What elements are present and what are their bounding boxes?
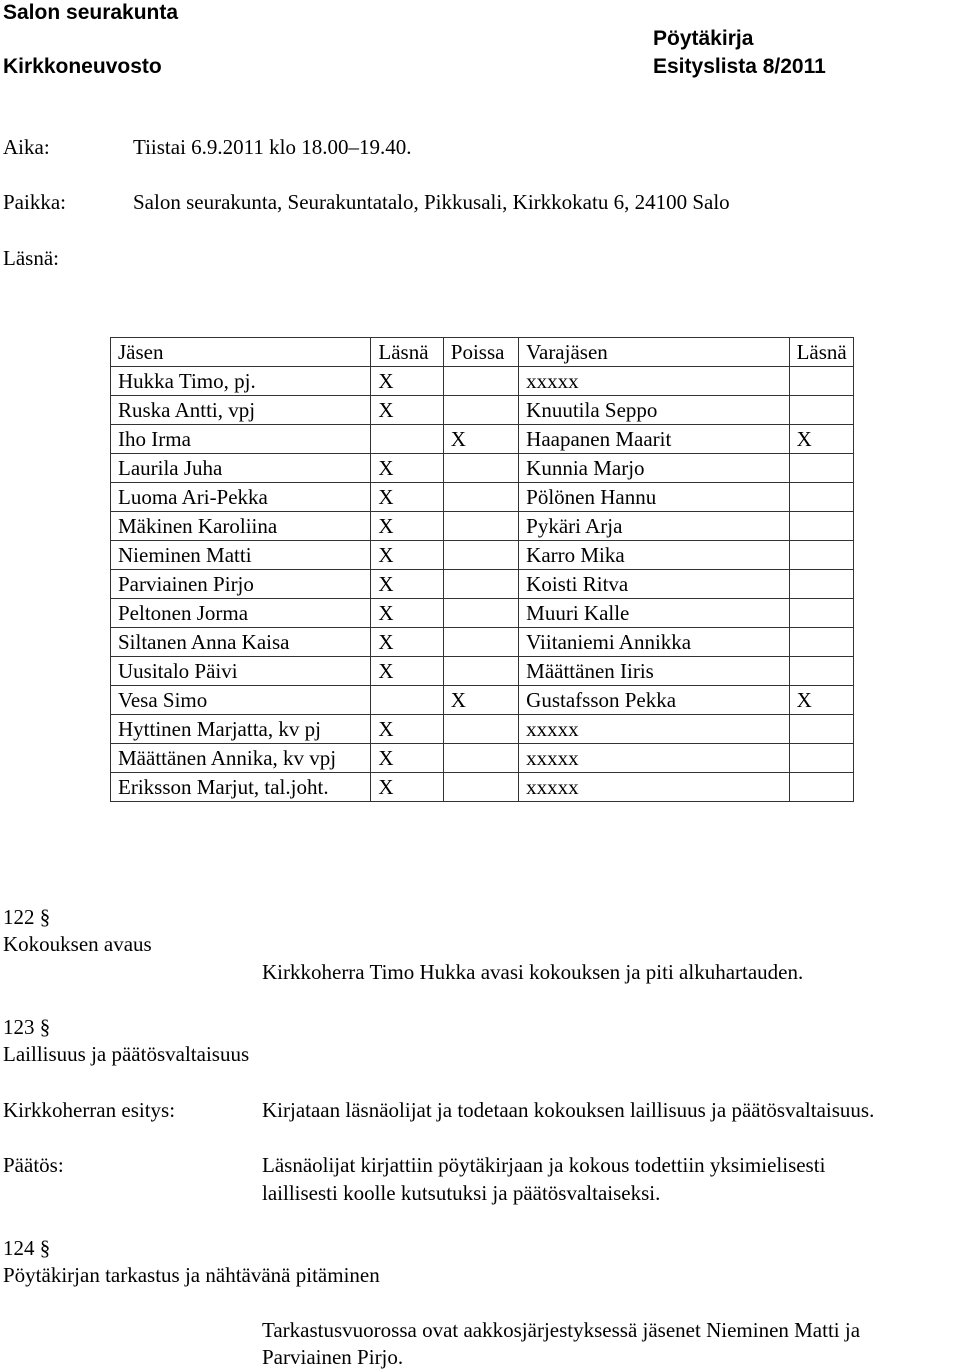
absent-mark — [443, 367, 518, 396]
absent-mark — [443, 483, 518, 512]
member-name: Laurila Juha — [111, 454, 371, 483]
absent-mark — [443, 773, 518, 802]
substitute-name: Karro Mika — [519, 541, 789, 570]
table-row — [111, 367, 854, 396]
present-mark: X — [371, 773, 443, 802]
member-name: Uusitalo Päivi — [111, 657, 371, 686]
table-row — [111, 773, 854, 802]
document-type: Pöytäkirja — [653, 27, 754, 50]
substitute-present-mark — [789, 773, 853, 802]
proposal-label: Kirkkoherran esitys: — [3, 1098, 176, 1122]
attendance-table — [110, 337, 854, 802]
header-substitute: Varajäsen — [519, 338, 789, 367]
table-row — [111, 425, 854, 454]
absent-mark — [443, 715, 518, 744]
member-name: Peltonen Jorma — [111, 599, 371, 628]
absent-mark — [443, 570, 518, 599]
header-substitute-present: Läsnä — [789, 338, 853, 367]
header-member: Jäsen — [111, 338, 371, 367]
substitute-name: Haapanen Maarit — [519, 425, 789, 454]
section-123-number: 123 § — [3, 1015, 51, 1039]
member-name: Vesa Simo — [111, 686, 371, 715]
member-name: Ruska Antti, vpj — [111, 396, 371, 425]
substitute-name: Pykäri Arja — [519, 512, 789, 541]
present-mark: X — [371, 454, 443, 483]
present-mark: X — [371, 512, 443, 541]
present-mark: X — [371, 628, 443, 657]
table-row — [111, 715, 854, 744]
substitute-name: Knuutila Seppo — [519, 396, 789, 425]
member-name: Määttänen Annika, kv vpj — [111, 744, 371, 773]
substitute-name: xxxxx — [519, 773, 789, 802]
header-present: Läsnä — [371, 338, 443, 367]
absent-mark — [443, 541, 518, 570]
member-name: Nieminen Matti — [111, 541, 371, 570]
present-mark: X — [371, 541, 443, 570]
absent-mark — [443, 454, 518, 483]
absent-mark: X — [443, 686, 518, 715]
absent-mark — [443, 744, 518, 773]
substitute-name: Kunnia Marjo — [519, 454, 789, 483]
substitute-name: Viitaniemi Annikka — [519, 628, 789, 657]
section-122-title: Kokouksen avaus — [3, 932, 152, 956]
member-name: Siltanen Anna Kaisa — [111, 628, 371, 657]
substitute-name: Pölönen Hannu — [519, 483, 789, 512]
present-label: Läsnä: — [3, 246, 59, 270]
member-name: Eriksson Marjut, tal.joht. — [111, 773, 371, 802]
absent-mark: X — [443, 425, 518, 454]
present-mark: X — [371, 657, 443, 686]
substitute-name: Määttänen Iiris — [519, 657, 789, 686]
substitute-present-mark — [789, 512, 853, 541]
present-mark: X — [371, 599, 443, 628]
member-name: Hukka Timo, pj. — [111, 367, 371, 396]
decision-text-line-1: Läsnäolijat kirjattiin pöytäkirjaan ja kokous todettiin yksimielisesti — [262, 1153, 826, 1177]
section-124-number: 124 § — [3, 1236, 51, 1260]
place-label: Paikka: — [3, 190, 66, 214]
substitute-present-mark — [789, 541, 853, 570]
section-124-title: Pöytäkirjan tarkastus ja nähtävänä pitäminen — [3, 1263, 380, 1287]
present-mark — [371, 686, 443, 715]
table-row — [111, 483, 854, 512]
substitute-present-mark: X — [789, 425, 853, 454]
section-122-number: 122 § — [3, 905, 51, 929]
proposal-text: Kirjataan läsnäolijat ja todetaan kokouksen laillisuus ja päätösvaltaisuus. — [262, 1098, 875, 1122]
time-label: Aika: — [3, 135, 50, 159]
present-mark: X — [371, 715, 443, 744]
substitute-present-mark — [789, 715, 853, 744]
present-mark — [371, 425, 443, 454]
present-mark: X — [371, 570, 443, 599]
substitute-present-mark — [789, 628, 853, 657]
substitute-name: Gustafsson Pekka — [519, 686, 789, 715]
member-name: Hyttinen Marjatta, kv pj — [111, 715, 371, 744]
substitute-present-mark — [789, 396, 853, 425]
present-mark: X — [371, 483, 443, 512]
present-mark: X — [371, 367, 443, 396]
substitute-name: xxxxx — [519, 367, 789, 396]
absent-mark — [443, 512, 518, 541]
substitute-present-mark — [789, 570, 853, 599]
table-row — [111, 396, 854, 425]
substitute-present-mark — [789, 483, 853, 512]
table-row — [111, 686, 854, 715]
table-row — [111, 628, 854, 657]
place-value: Salon seurakunta, Seurakuntatalo, Pikkusali, Kirkkokatu 6, 24100 Salo — [133, 190, 730, 214]
table-row — [111, 541, 854, 570]
absent-mark — [443, 396, 518, 425]
present-mark: X — [371, 396, 443, 425]
member-name: Luoma Ari-Pekka — [111, 483, 371, 512]
table-row — [111, 744, 854, 773]
section-124-text-line-1: Tarkastusvuorossa ovat aakkosjärjestyksessä jäsenet Nieminen Matti ja — [262, 1318, 861, 1342]
substitute-name: xxxxx — [519, 744, 789, 773]
substitute-present-mark — [789, 454, 853, 483]
substitute-present-mark: X — [789, 686, 853, 715]
substitute-name: xxxxx — [519, 715, 789, 744]
present-mark: X — [371, 744, 443, 773]
substitute-present-mark — [789, 367, 853, 396]
section-122-text: Kirkkoherra Timo Hukka avasi kokouksen ja piti alkuhartauden. — [262, 960, 804, 984]
table-row — [111, 570, 854, 599]
section-123-title: Laillisuus ja päätösvaltaisuus — [3, 1042, 250, 1066]
substitute-name: Muuri Kalle — [519, 599, 789, 628]
organization-name: Salon seurakunta — [3, 1, 179, 24]
absent-mark — [443, 628, 518, 657]
body-name: Kirkkoneuvosto — [3, 55, 162, 78]
time-value: Tiistai 6.9.2011 klo 18.00–19.40. — [133, 135, 412, 159]
decision-label: Päätös: — [3, 1153, 64, 1177]
member-name: Parviainen Pirjo — [111, 570, 371, 599]
member-name: Iho Irma — [111, 425, 371, 454]
header-absent: Poissa — [443, 338, 518, 367]
absent-mark — [443, 599, 518, 628]
table-row — [111, 454, 854, 483]
table-row — [111, 657, 854, 686]
substitute-present-mark — [789, 657, 853, 686]
substitute-present-mark — [789, 744, 853, 773]
agenda-number: Esityslista 8/2011 — [653, 55, 826, 78]
attendance-table-body — [111, 338, 854, 802]
attendance-header-row — [111, 338, 854, 367]
section-124-text-line-2: Parviainen Pirjo. — [262, 1345, 404, 1369]
substitute-present-mark — [789, 599, 853, 628]
member-name: Mäkinen Karoliina — [111, 512, 371, 541]
table-row — [111, 512, 854, 541]
absent-mark — [443, 657, 518, 686]
decision-text-line-2: laillisesti koolle kutsutuksi ja päätösvaltaiseksi. — [262, 1181, 661, 1205]
table-row — [111, 599, 854, 628]
substitute-name: Koisti Ritva — [519, 570, 789, 599]
